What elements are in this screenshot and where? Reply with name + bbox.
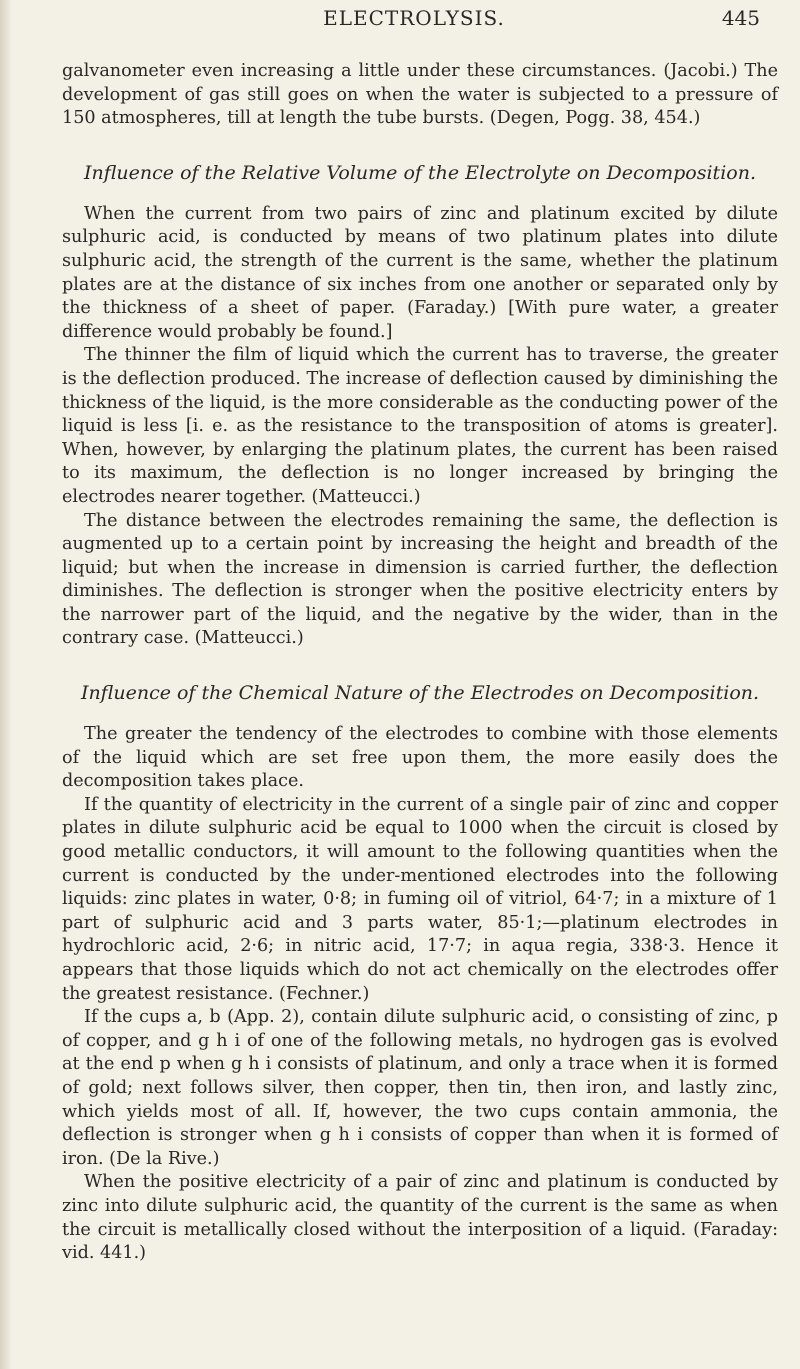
paragraph: The distance between the electrodes remaining the same, the deflection is augmented up to a certain point by increasing the height and breadth of the liquid; but when the increase in dimension is carried further, the deflection diminishes. The deflection is stronger when the positive electricity enters by the narrower part of the liquid, and the negative by the wider, than in the contrary case. (Matteucci.) [62, 510, 778, 649]
section-heading: Influence of the Chemical Nature of the Electrodes on Decomposition. [80, 682, 760, 705]
paragraph: galvanometer even increasing a little under these circumstances. (Jacobi.) The development of gas still goes on when the water is subjected to a pressure of 150 atmospheres, till at length the tube bursts. (Degen, Pogg. 38, 454.) [62, 61, 778, 129]
paragraph: When the current from two pairs of zinc and platinum excited by dilute sulphuric acid, is conducted by means of two platinum plates into dilute sulphuric acid, the strength of the current is the same, whether the platinum plates are at the distance of six inches from one another or separated only by the thickness of a sheet of paper. (Faraday.) [With pure water, a greater difference would probably be found.] [62, 203, 778, 342]
paragraph: The greater the tendency of the electrodes to combine with those elements of the liquid which are set free upon them, the more easily does the decomposition takes place. [62, 724, 778, 792]
paragraph: If the quantity of electricity in the current of a single pair of zinc and copper plates in dilute sulphuric acid be equal to 1000 when the circuit is closed by good metallic conductors, it will amount to the following quantities when the current is conducted by the under-mentioned electrodes into the following liquids: zinc plates in water, 0·8; in fuming oil of vitriol, 64·7; in a mixture of 1 part of sulphuric acid and 3 parts water, 85·1;—platinum electrodes in hydrochloric acid, 2·6; in nitric acid, 17·7; in aqua regia, 338·3. Hence it appears that those liquids which do not act chemically on the electrodes offer the greatest resistance. (Fechner.) [62, 794, 778, 1004]
paragraph: The thinner the film of liquid which the current has to traverse, the greater is the deflection produced. The increase of deflection caused by diminishing the thickness of the liquid, is the more considerable as the conducting power of the liquid is less [i. e. as the resistance to the transposition of atoms is greater]. When, however, by enlarging the platinum plates, the current has been raised to its maximum, the deflection is no longer increased by bringing the electrodes nearer together. (Matteucci.) [62, 345, 778, 507]
body-text [62, 60, 778, 1266]
page-header [58, 6, 770, 38]
page-number: 445 [721, 6, 760, 30]
running-title: ELECTROLYSIS. [323, 6, 505, 30]
paragraph: If the cups a, b (App. 2), contain dilute sulphuric acid, o consisting of zinc, p of copper, and g h i of one of the following metals, no hydrogen gas is evolved at the end p when g h i consists of platinum, and only a trace when it is formed of gold; next follows silver, then copper, then tin, then iron, and lastly zinc, which yields most of all. If, however, the two cups contain ammonia, the deflection is stronger when g h i consists of copper than when it is formed of iron. (De la Rive.) [62, 1007, 778, 1169]
paragraph: When the positive electricity of a pair of zinc and platinum is conducted by zinc into dilute sulphuric acid, the quantity of the current is the same as when the circuit is metallically closed without the interposition of a liquid. (Faraday: vid. 441.) [62, 1172, 778, 1264]
section-heading: Influence of the Relative Volume of the Electrolyte on Decomposition. [84, 161, 756, 184]
page-spine-shadow [0, 0, 12, 1369]
